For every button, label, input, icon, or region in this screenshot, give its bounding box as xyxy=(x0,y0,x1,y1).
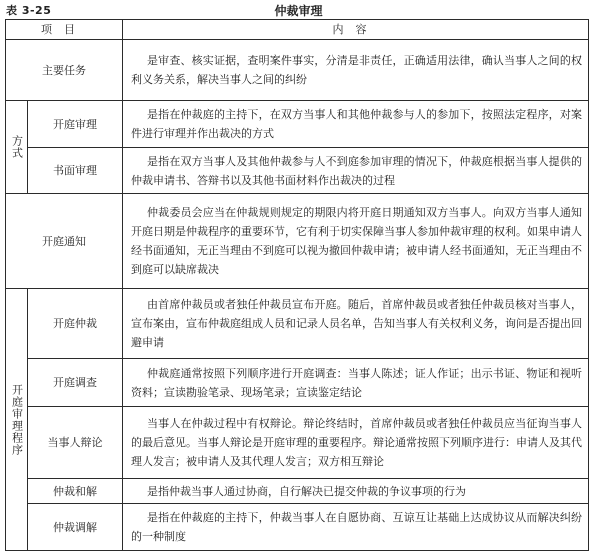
row-label: 仲裁调解 xyxy=(28,504,123,551)
table-row xyxy=(6,289,589,359)
table-row xyxy=(6,194,589,289)
arbitration-table xyxy=(5,19,589,551)
table-caption xyxy=(0,0,597,18)
table-row xyxy=(6,148,589,194)
row-label: 开庭调查 xyxy=(28,359,123,407)
row-content: 是审查、核实证据，查明案件事实，分清是非责任，正确适用法律，确认当事人之间的权利义务关系，解决当事人之间的纠纷 xyxy=(123,40,589,101)
row-label: 开庭审理 xyxy=(28,101,123,148)
row-label: 主要任务 xyxy=(6,40,123,101)
row-label: 仲裁和解 xyxy=(28,479,123,504)
table-row xyxy=(6,407,589,479)
table-row xyxy=(6,359,589,407)
row-label: 开庭通知 xyxy=(6,194,123,289)
table-number: 表 3-25 xyxy=(6,4,52,17)
group-label-method: 方式 xyxy=(6,101,28,194)
column-header-item: 项目 xyxy=(6,20,123,40)
row-content: 是指在仲裁庭的主持下，在双方当事人和其他仲裁参与人的参加下，按照法定程序，对案件进行审理并作出裁决的方式 xyxy=(123,101,589,148)
table-row xyxy=(6,101,589,148)
row-content: 是指在仲裁庭的主持下，仲裁当事人在自愿协商、互谅互让基础上达成协议从而解决纠纷的一种制度 xyxy=(123,504,589,551)
group-label-procedure: 开庭审理程序 xyxy=(6,289,28,551)
row-content: 是指仲裁当事人通过协商，自行解决已提交仲裁的争议事项的行为 xyxy=(123,479,589,504)
table-header-row xyxy=(6,20,589,40)
row-content: 当事人在仲裁过程中有权辩论。辩论终结时，首席仲裁员或者独任仲裁员应当征询当事人的最后意见。当事人辩论是开庭审理的重要程序。辩论通常按照下列顺序进行：申请人及其代理人发言；被申请人及其代理人发言；双方相互辩论 xyxy=(123,407,589,479)
row-content: 仲裁庭通常按照下列顺序进行开庭调查：当事人陈述；证人作证；出示书证、物证和视听资料；宣读勘验笔录、现场笔录；宣读鉴定结论 xyxy=(123,359,589,407)
row-content: 由首席仲裁员或者独任仲裁员宣布开庭。随后，首席仲裁员或者独任仲裁员核对当事人，宣布案由，宣布仲裁庭组成人员和记录人员名单，告知当事人有关权利义务，询问是否提出回避申请 xyxy=(123,289,589,359)
table-row xyxy=(6,40,589,101)
row-label: 书面审理 xyxy=(28,148,123,194)
table-row xyxy=(6,479,589,504)
row-content: 仲裁委员会应当在仲裁规则规定的期限内将开庭日期通知双方当事人。向双方当事人通知开庭日期是仲裁程序的重要环节，它有利于切实保障当事人参加仲裁审理的权利。如果申请人经书面通知，无正当理由不到庭可以视为撤回仲裁申请；被申请人经书面通知，无正当理由不到庭可以缺席裁决 xyxy=(123,194,589,289)
table-title: 仲裁审理 xyxy=(274,4,323,18)
row-label: 当事人辩论 xyxy=(28,407,123,479)
row-content: 是指在双方当事人及其他仲裁参与人不到庭参加审理的情况下，仲裁庭根据当事人提供的仲裁申请书、答辩书以及其他书面材料作出裁决的过程 xyxy=(123,148,589,194)
column-header-content: 内容 xyxy=(123,20,589,40)
row-label: 开庭仲裁 xyxy=(28,289,123,359)
table-row xyxy=(6,504,589,551)
